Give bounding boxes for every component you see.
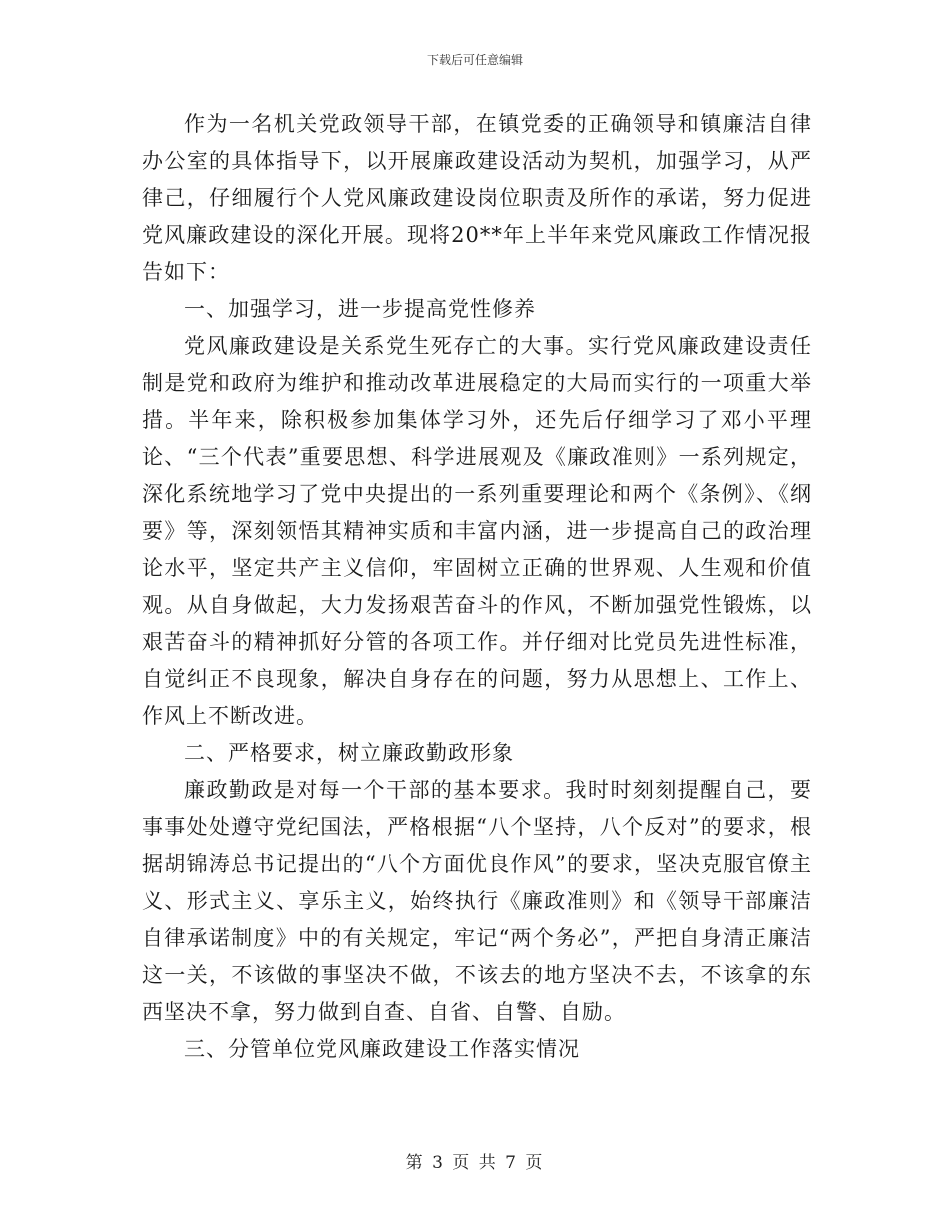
section-heading-3: 三、分管单位党风廉政建设工作落实情况 xyxy=(184,1037,580,1061)
document-body xyxy=(142,106,812,1068)
paragraph-intro: 作为一名机关党政领导干部，在镇党委的正确领导和镇廉洁自律办公室的具体指导下，以开展廉政建设活动为契机，加强学习，从严律己，仔细履行个人党风廉政建设岗位职责及所作的承诺，努力促进党风廉政建设的深化开展。现将20**年上半年来党风廉政工作情况报告如下： xyxy=(142,112,812,284)
section-heading-2: 二、严格要求，树立廉政勤政形象 xyxy=(184,741,514,765)
page-number: 第 3 页 共 7 页 xyxy=(405,1153,545,1173)
section-heading-1: 一、加强学习，进一步提高党性修养 xyxy=(184,297,536,321)
paragraph-study: 党风廉政建设是关系党生死存亡的大事。实行党风廉政建设责任制是党和政府为维护和推动改革进展稳定的大局而实行的一项重大举措。半年来，除积极参加集体学习外，还先后仔细学习了邓小平理论、“三个代表”重要思想、科学进展观及《廉政准则》一系列规定，深化系统地学习了党中央提出的一系列重要理论和两个《条例》、《纲要》等，深刻领悟其精神实质和丰富内涵，进一步提高自己的政治理论水平，坚定共产主义信仰，牢固树立正确的世界观、人生观和价值观。从自身做起，大力发扬艰苦奋斗的作风，不断加强党性锻炼，以艰苦奋斗的精神抓好分管的各项工作。并仔细对比党员先进性标准，自觉纠正不良现象，解决自身存在的问题，努力从思想上、工作上、作风上不断改进。 xyxy=(142,334,812,728)
page-header-note: 下载后可任意编辑 xyxy=(426,53,523,67)
paragraph-integrity: 廉政勤政是对每一个干部的基本要求。我时时刻刻提醒自己，要事事处处遵守党纪国法，严格根据“八个坚持，八个反对”的要求，根据胡锦涛总书记提出的“八个方面优良作风”的要求，坚决克服官僚主义、形式主义、享乐主义，始终执行《廉政准则》和《领导干部廉洁自律承诺制度》中的有关规定，牢记“两个务必”，严把自身清正廉洁这一关，不该做的事坚决不做，不该去的地方坚决不去，不该拿的东西坚决不拿，努力做到自查、自省、自警、自励。 xyxy=(142,778,812,1024)
